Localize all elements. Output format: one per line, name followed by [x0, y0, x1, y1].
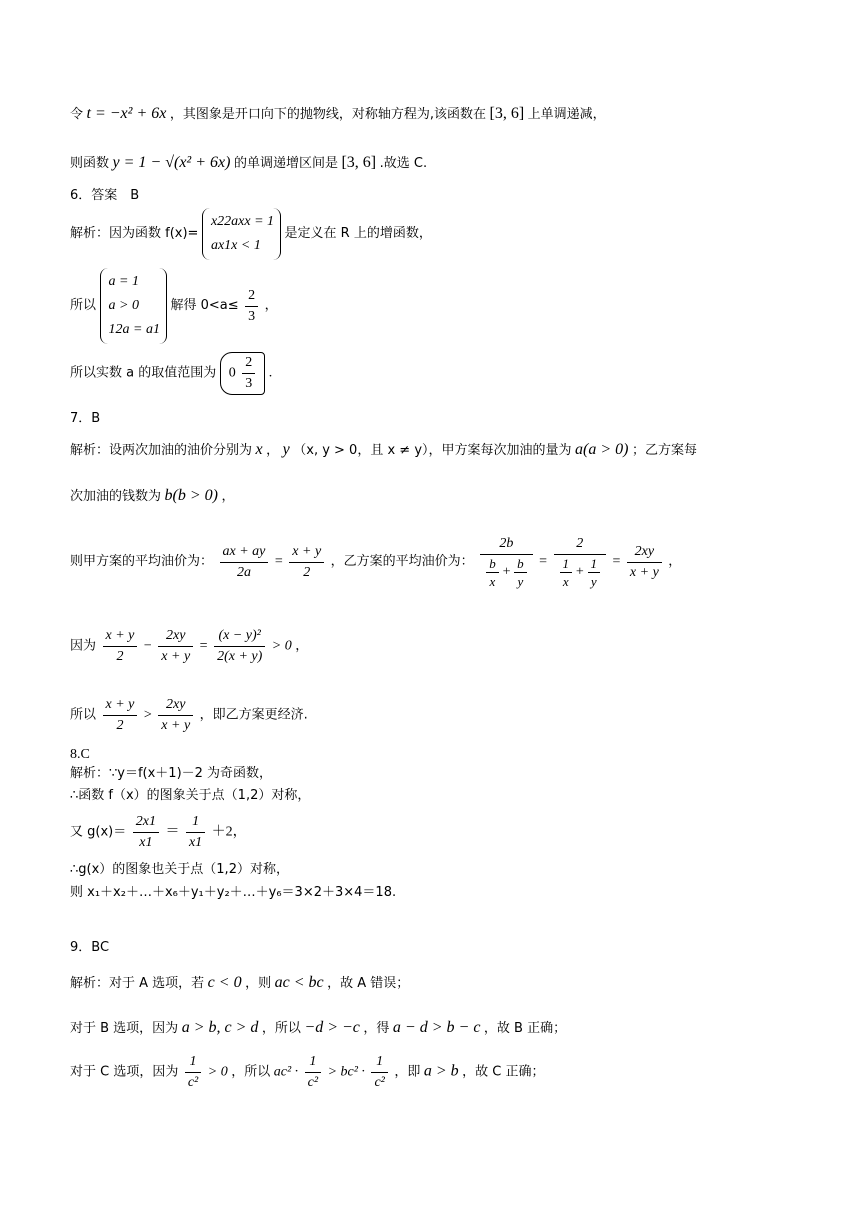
math-expression: ac² ·	[273, 1064, 299, 1080]
math-expression: ac < bc	[274, 974, 324, 991]
denominator: c²	[307, 1075, 319, 1090]
math-expression: > bc² ·	[327, 1064, 365, 1080]
range-interval	[220, 352, 266, 395]
denominator: x + y	[161, 649, 191, 664]
q8-line-3	[70, 812, 247, 853]
text: （x, y > 0，且 x ≠ y），甲方案每次加油的量为	[293, 443, 572, 458]
math-var: x	[255, 441, 263, 458]
question-6-heading	[70, 186, 139, 206]
math-expression: a > b	[423, 1062, 459, 1080]
fraction	[289, 542, 324, 583]
text: ∴函数 f（x）的图象关于点（1,2）对称，	[70, 788, 311, 803]
case-line: x22axx = 1	[210, 214, 275, 229]
text: 又 g(x)＝	[70, 824, 127, 840]
numerator: 1	[185, 1052, 201, 1073]
case-line: a > 0	[108, 298, 139, 313]
fraction	[186, 812, 205, 853]
text: ，即乙方案更经济.	[199, 707, 308, 723]
numerator: 2	[554, 534, 606, 555]
numerator: 2xy	[158, 695, 193, 716]
question-8-heading	[70, 745, 90, 765]
fraction	[158, 695, 193, 736]
numerator: 2xy	[158, 626, 193, 647]
math-expression: c < 0	[207, 974, 242, 991]
text: ，则	[245, 976, 272, 991]
text: 解得 0<a≤	[170, 298, 239, 314]
denominator: $\frac{b}{x}$ + $\frac{b}{y}$	[480, 555, 532, 590]
numerator: 2	[242, 353, 255, 374]
denominator: c²	[374, 1075, 385, 1090]
text: 因为	[70, 638, 97, 654]
text: ，故 C 正确；	[462, 1064, 545, 1080]
math-expression: > 0	[271, 638, 292, 654]
equals: =	[539, 554, 548, 570]
text: 解析：∵y＝f(x＋1)－2 为奇函数，	[70, 766, 273, 781]
math-var: y	[282, 441, 290, 458]
greater-than: >	[143, 707, 152, 723]
text: 次加油的钱数为	[70, 489, 162, 504]
q9-line-1	[70, 973, 409, 994]
text: ，所以	[231, 1064, 271, 1080]
text: 解析：对于 A 选项，若	[70, 976, 205, 991]
fraction	[371, 1052, 387, 1093]
question-7-heading	[70, 409, 100, 429]
fraction	[480, 534, 532, 590]
fraction	[103, 626, 138, 667]
denominator: 2	[116, 718, 124, 733]
heading-text: 9．BC	[70, 940, 110, 955]
q7-line-3	[70, 534, 681, 590]
heading-text: 8.C	[70, 747, 90, 762]
text: ，故 A 错误；	[327, 976, 410, 991]
math-interval: [3, 6]	[341, 154, 377, 171]
text: ，	[295, 638, 309, 654]
fraction	[103, 695, 138, 736]
math-expression: b(b > 0)	[164, 487, 218, 504]
q7-line-1	[70, 440, 697, 461]
math-expression: y = 1 − √(x² + 6x)	[112, 154, 231, 171]
fraction	[185, 1052, 201, 1093]
piecewise-function	[202, 208, 281, 260]
q6-line-1	[70, 208, 432, 260]
text: ；乙方案每	[631, 443, 697, 458]
math-expression: a(a > 0)	[575, 441, 629, 458]
denominator: c²	[187, 1075, 199, 1090]
q8-line-1	[70, 764, 272, 784]
q8-line-4	[70, 860, 289, 880]
text: ，所以	[261, 1021, 301, 1036]
math-expression: > 0	[207, 1064, 228, 1080]
numerator: x + y	[103, 626, 138, 647]
text: ，乙方案的平均油价为：	[330, 554, 474, 570]
q8-line-5	[70, 883, 396, 903]
numerator: (x − y)²	[214, 626, 265, 647]
text: ，	[266, 443, 280, 458]
math-expression: t = −x² + 6x	[86, 105, 167, 122]
text: ，故 B 正确；	[483, 1021, 567, 1036]
q8-line-2	[70, 786, 310, 806]
text: 则 x₁＋x₂＋…＋x₆＋y₁＋y₂＋…＋y₆＝3×2＋3×4＝18.	[70, 885, 397, 900]
text: .	[268, 365, 273, 381]
denominator: x1	[139, 835, 153, 850]
q7-line-4	[70, 626, 308, 667]
q6-line-3	[70, 352, 272, 395]
case-line: ax1x < 1	[210, 238, 261, 253]
text: 令	[70, 107, 84, 122]
text: 的单调递增区间是	[233, 156, 338, 171]
equals: =	[199, 638, 208, 654]
fraction	[305, 1052, 321, 1093]
numerator: x + y	[103, 695, 138, 716]
fraction	[133, 812, 159, 853]
q7-line-2	[70, 486, 234, 507]
math-expression: −d > −c	[304, 1019, 360, 1036]
interval-start: 0	[228, 365, 236, 381]
denominator: x + y	[629, 564, 659, 580]
text: 对于 C 选项，因为	[70, 1064, 179, 1080]
text: ，	[668, 554, 682, 570]
line-parabola	[70, 104, 606, 125]
equals: ＝	[165, 824, 180, 840]
heading-text: 7．B	[70, 411, 101, 426]
text: 是定义在 R 上的增函数，	[284, 226, 432, 242]
numerator: 1	[371, 1052, 387, 1073]
numerator: 2b	[480, 534, 532, 555]
text: ∴g(x）的图象也关于点（1,2）对称，	[70, 862, 289, 877]
denominator: $\frac{1}{x}$ + $\frac{1}{y}$	[554, 555, 606, 590]
text: ，	[221, 489, 235, 504]
numerator: 1	[305, 1052, 321, 1073]
question-9-heading	[70, 938, 109, 958]
fraction	[220, 542, 269, 583]
text: 所以	[70, 298, 97, 314]
denominator: 2	[116, 649, 124, 664]
inequality-system	[100, 268, 167, 344]
case-line: 12a = a1	[108, 322, 160, 337]
text: 解析：因为函数 f(x)=	[70, 226, 199, 242]
math-expression: a − d > b − c	[392, 1019, 481, 1036]
text: .故选 C.	[379, 156, 428, 171]
fraction	[627, 542, 662, 583]
text: ，得	[363, 1021, 390, 1036]
text: ，即	[394, 1064, 421, 1080]
minus: −	[143, 638, 152, 654]
q6-line-2	[70, 268, 278, 344]
line-increasing-interval	[70, 153, 427, 174]
fraction	[214, 626, 265, 667]
fraction	[245, 286, 258, 327]
denominator: x + y	[161, 718, 191, 733]
text: 解析：设两次加油的油价分别为	[70, 443, 253, 458]
numerator: x + y	[289, 542, 324, 563]
denominator: x1	[188, 835, 203, 850]
q7-line-5	[70, 695, 308, 736]
fraction	[158, 626, 193, 667]
text: 所以	[70, 707, 97, 723]
fraction	[242, 353, 255, 394]
equals: =	[274, 554, 283, 570]
numerator: 2	[245, 286, 258, 307]
q9-line-3	[70, 1052, 545, 1093]
equals: =	[612, 554, 621, 570]
q9-line-2	[70, 1018, 566, 1039]
numerator: 2xy	[627, 542, 662, 563]
text: 对于 B 选项，因为	[70, 1021, 179, 1036]
text: 上单调递减，	[527, 107, 606, 122]
text: ＋2，	[211, 824, 247, 840]
numerator: ax + ay	[220, 542, 269, 563]
text: 则函数	[70, 156, 110, 171]
denominator: 2(x + y)	[217, 649, 263, 664]
text: 所以实数 a 的取值范围为	[70, 365, 217, 381]
denominator: 3	[248, 308, 256, 324]
numerator: 2x1	[133, 812, 159, 833]
math-expression: a > b, c > d	[181, 1019, 259, 1036]
denominator: 3	[245, 376, 253, 391]
numerator: 1	[186, 812, 205, 833]
math-interval: [3, 6]	[489, 105, 525, 122]
text: ，其图象是开口向下的抛物线，对称轴方程为,该函数在	[169, 107, 486, 122]
text: 则甲方案的平均油价为：	[70, 554, 214, 570]
heading-text: 6．答案 B	[70, 188, 140, 203]
fraction	[554, 534, 606, 590]
case-line: a = 1	[108, 274, 139, 289]
denominator: 2	[303, 564, 311, 580]
denominator: 2a	[236, 564, 251, 580]
text: ，	[264, 298, 278, 314]
